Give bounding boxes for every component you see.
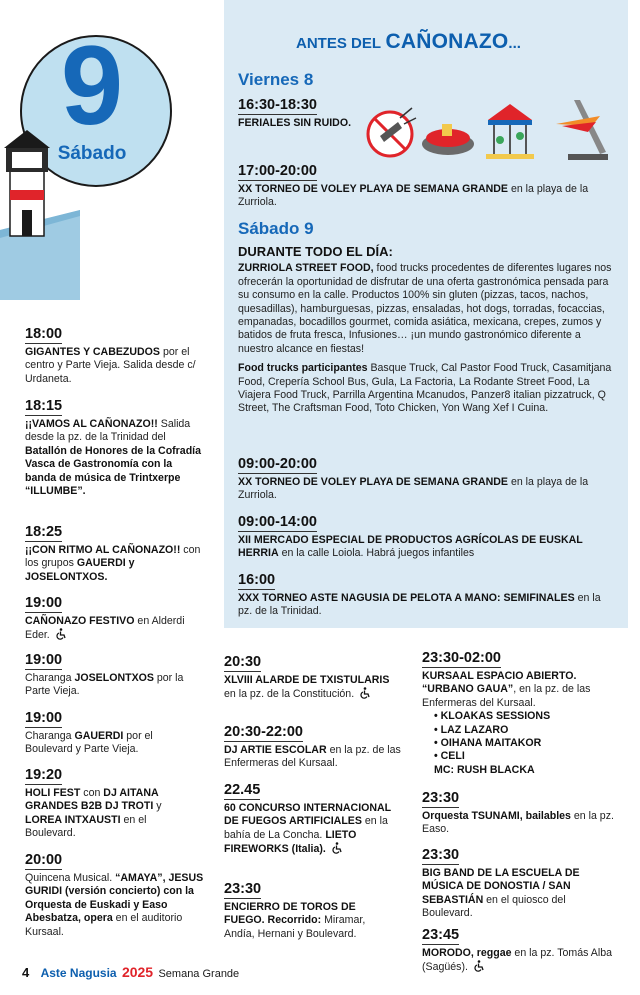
swing-ride-icon (556, 100, 608, 160)
wheelchair-accessible-icon (359, 687, 371, 699)
event-big-band: 23:30 BIG BAND DE LA ESCUELA DE MÚSICA DE DONOSTIA / SAN SEBASTIÁN en el quiosco del Boulevard. (422, 847, 580, 920)
event-time: 17:00-20:00 (238, 163, 317, 179)
footer-subtitle: Semana Grande (158, 968, 240, 980)
saturday-heading: Sábado 9 (238, 219, 314, 238)
list-item: • CELI (434, 750, 618, 763)
page-title: ANTES DEL CAÑONAZO... (296, 30, 521, 53)
lighthouse-icon (0, 120, 80, 300)
footer-year: 2025 (121, 964, 154, 980)
event-canonazo-festivo: 19:00 CAÑONAZO FESTIVO en Alderdi Eder. (25, 595, 185, 642)
event-time: 09:00-14:00 (238, 514, 317, 530)
wheelchair-accessible-icon (55, 628, 67, 640)
list-item: • OIHANA MAITAKOR (434, 737, 618, 750)
event-time: 19:00 (25, 595, 63, 611)
event-time: 23:45 (422, 927, 460, 943)
all-day-heading: DURANTE TODO EL DÍA: (238, 244, 393, 259)
event-fireworks: 22.45 60 CONCURSO INTERNACIONAL DE FUEGOS ARTIFICIALES en la bahía de La Concha. LIETO FIREWORKS (Italia). (224, 782, 391, 856)
day-name: Sábado (57, 143, 127, 164)
wheelchair-accessible-icon (473, 960, 485, 972)
event-urbano-gaua: 23:30-02:00 KURSAAL ESPACIO ABIERTO. “URBANO GAUA”, en la pz. de las Enfermeras del Kursaal. • KLOAKAS SESSIONS • LAZ LAZARO • OIHANA MAITAKOR • CELI MC: RUSH BLACKA (422, 650, 618, 777)
event-gauerdi: 19:00 Charanga GAUERDI por el Boulevard y Parte Vieja. (25, 710, 153, 756)
event-time: 23:30 (422, 790, 460, 806)
event-time: 19:00 (25, 710, 63, 726)
street-food-text: ZURRIOLA STREET FOOD, food trucks procedentes de diferentes lugares nos ofrecerán la oportunidad de disfrutar de una oferta gastronómica pensada para su consumo en la calle. Productos 100% sin gluten (pizzas, tacos, nachos, quesadillas), hamburguesas, pizzas, ensaladas, hot dogs, torradas, focaccias, empanadas, bocadillos gourmet, comida asiática, mexicana, crepes, zumos y batidos de fruta fresca, Infusiones… ¡un mundo gastronómico diferente a nuestro alcance en fiestas! (238, 262, 612, 355)
event-market: 09:00-14:00 XII MERCADO ESPECIAL DE PRODUCTOS AGRÍCOLAS DE EUSKAL HERRIA en la calle Loiola. Habrá juegos infantiles (238, 514, 583, 560)
list-item: • KLOAKAS SESSIONS (434, 710, 618, 723)
mc-line: MC: RUSH BLACKA (434, 763, 535, 776)
all-day-block (238, 245, 616, 416)
dj-lineup-list (422, 710, 618, 764)
event-txistularis: 20:30 XLVIII ALARDE DE TXISTULARIS en la pz. de la Constitución. (224, 654, 390, 701)
list-item: • LAZ LAZARO (434, 724, 618, 737)
event-time: 23:30 (422, 847, 460, 863)
event-friday-fairs (238, 97, 358, 130)
event-time: 19:20 (25, 767, 63, 783)
event-time: 16:00 (238, 572, 276, 588)
food-trucks-text: Food trucks participantes Basque Truck, Cal Pastor Food Truck, Casamitjana Food, Crepería School Bus, Gula, La Factoria, La Rodante Street Food, La Viajera Food Truck, Parrilla Argentina Mcanudos, Panzer8 italian pizzatruck, Q Street, The Craftsman Food, Toto Chicken, Yon Wang Xef I Cuina. (238, 362, 612, 415)
wheelchair-accessible-icon (331, 842, 343, 854)
event-time: 18:25 (25, 524, 63, 540)
event-time: 22.45 (224, 782, 261, 798)
no-noise-icon (368, 108, 416, 156)
event-time: 18:00 (25, 326, 63, 342)
event-time: 23:30-02:00 (422, 650, 501, 666)
friday-heading: Viernes 8 (238, 70, 314, 89)
event-amaya: 20:00 Quincena Musical. “AMAYA”, JESUS GURIDI (versión concierto) con la Orquesta de Euskadi y Easo Abesbatza, opera en el auditorio Kursaal. (25, 852, 204, 938)
event-friday-volley: 17:00-20:00 XX TORNEO DE VOLEY PLAYA DE SEMANA GRANDE en la playa de la Zurriola. (238, 163, 589, 209)
event-time: 18:15 (25, 398, 63, 414)
event-time: 16:30-18:30 (238, 97, 317, 113)
day-number: 9 (60, 23, 124, 148)
event-tsunami: 23:30 Orquesta TSUNAMI, bailables en la pz. Easo. (422, 790, 614, 836)
bumper-car-icon (422, 124, 474, 155)
event-time: 23:30 (224, 881, 262, 897)
fair-rides-illustration (360, 96, 630, 166)
event-vamos-canonazo: 18:15 ¡¡VAMOS AL CAÑONAZO!! Salida desde la pz. de la Trinidad del Batallón de Honores de la Cofradía Vasca de Gastronomía con la banda de música de Trintxerpe “ILLUMBE”. (25, 398, 202, 498)
event-time: 09:00-20:00 (238, 456, 317, 472)
event-morodo: 23:45 MORODO, reggae en la pz. Tomás Alba (Sagüés). (422, 927, 612, 974)
event-saturday-volley: 09:00-20:00 XX TORNEO DE VOLEY PLAYA DE SEMANA GRANDE en la playa de la Zurriola. (238, 456, 589, 502)
event-con-ritmo: 18:25 ¡¡CON RITMO AL CAÑONAZO!! con los grupos GAUERDI y JOSELONTXOS. (25, 524, 201, 583)
event-gigantes: 18:00 GIGANTES Y CABEZUDOS por el centro y Parte Vieja. Salida desde c/ Urdaneta. (25, 326, 196, 385)
page-footer (22, 964, 239, 980)
event-time: 19:00 (25, 652, 63, 668)
event-holi-fest: 19:20 HOLI FEST con DJ AITANA GRANDES B2B DJ TROTI y LOREA INTXAUSTI en el Boulevard. (25, 767, 162, 840)
event-pelota: 16:00 XXX TORNEO ASTE NAGUSIA DE PELOTA A MANO: SEMIFINALES en la pz. de la Trinidad. (238, 572, 601, 618)
carousel-icon (486, 104, 534, 159)
event-joselontxos: 19:00 Charanga JOSELONTXOS por la Parte Vieja. (25, 652, 184, 698)
event-time: 20:00 (25, 852, 63, 868)
event-time: 20:30 (224, 654, 262, 670)
event-time: 20:30-22:00 (224, 724, 303, 740)
footer-brand: Aste Nagusia (40, 966, 117, 980)
event-toros-fuego: 23:30 ENCIERRO DE TOROS DE FUEGO. Recorrido: Miramar, Andía, Hernani y Boulevard. (224, 881, 366, 940)
event-dj-artie: 20:30-22:00 DJ ARTIE ESCOLAR en la pz. de las Enfermeras del Kursaal. (224, 724, 401, 770)
event-text: FERIALES SIN RUIDO. (238, 117, 352, 129)
page-number: 4 (22, 965, 30, 980)
